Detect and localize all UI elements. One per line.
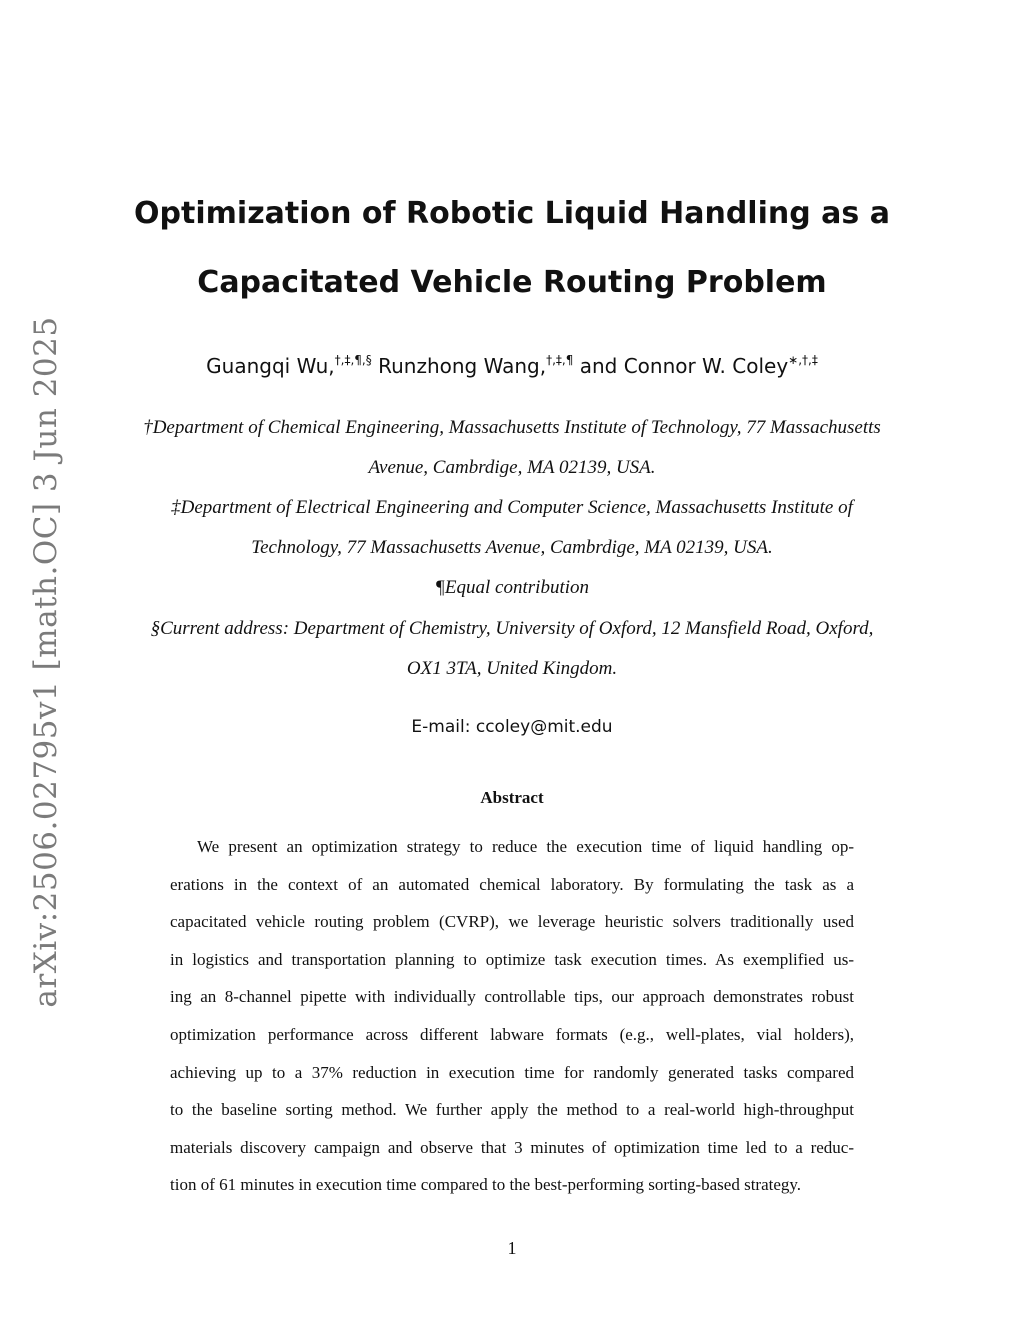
author-name: Runzhong Wang, xyxy=(378,354,547,378)
abstract-line: tion of 61 minutes in execution time compared to the best-performing sorting-based strategy. xyxy=(170,1175,802,1194)
author-list xyxy=(0,354,1024,378)
abstract-line: optimization performance across different labware formats (e.g., well-plates, vial holders), xyxy=(170,1025,854,1044)
abstract-line: We present an optimization strategy to reduce the execution time of liquid handling op- xyxy=(197,837,854,856)
affiliation-line: §Current address: Department of Chemistry, University of Oxford, 12 Mansfield Road, Oxford, xyxy=(150,618,874,639)
arxiv-identifier-stamp: arXiv:2506.02795v1 [math.OC] 3 Jun 2025 xyxy=(28,316,64,1008)
affiliation-line: †Department of Chemical Engineering, Massachusetts Institute of Technology, 77 Massachusetts xyxy=(143,417,881,438)
author-affiliation-marks: ∗,†,‡ xyxy=(788,353,818,367)
abstract-line: erations in the context of an automated chemical laboratory. By formulating the task as a xyxy=(170,875,854,894)
affiliation-line: Avenue, Cambrdige, MA 02139, USA. xyxy=(368,457,656,478)
abstract-heading: Abstract xyxy=(480,788,544,807)
author-name: Guangqi Wu, xyxy=(206,354,335,378)
author-name: and Connor W. Coley xyxy=(579,354,789,378)
affiliation-line: ‡Department of Electrical Engineering and Computer Science, Massachusetts Institute of xyxy=(171,497,853,518)
abstract-line: ing an 8-channel pipette with individually controllable tips, our approach demonstrates robust xyxy=(170,987,854,1006)
abstract-line: achieving up to a 37% reduction in execution time for randomly generated tasks compared xyxy=(170,1063,854,1082)
author-affiliation-marks: †,‡,¶ xyxy=(546,353,574,367)
paper-title-line-1: Optimization of Robotic Liquid Handling as a xyxy=(134,196,890,231)
page-number: 1 xyxy=(507,1238,517,1258)
affiliation-line: Technology, 77 Massachusetts Avenue, Cambrdige, MA 02139, USA. xyxy=(251,537,773,558)
paper-title-line-2: Capacitated Vehicle Routing Problem xyxy=(197,265,827,300)
abstract-line: in logistics and transportation planning to optimize task execution times. As exemplified us- xyxy=(170,950,854,969)
abstract-line: materials discovery campaign and observe that 3 minutes of optimization time led to a reduc- xyxy=(170,1138,854,1157)
affiliation-line: OX1 3TA, United Kingdom. xyxy=(406,658,618,679)
affiliation-line: ¶Equal contribution xyxy=(434,577,589,598)
abstract-line: capacitated vehicle routing problem (CVRP), we leverage heuristic solvers traditionally used xyxy=(170,912,854,931)
abstract-line: to the baseline sorting method. We further apply the method to a real-world high-throughput xyxy=(170,1100,854,1119)
contact-email: E-mail: ccoley@mit.edu xyxy=(411,717,613,737)
author-affiliation-marks: †,‡,¶,§ xyxy=(334,353,372,367)
